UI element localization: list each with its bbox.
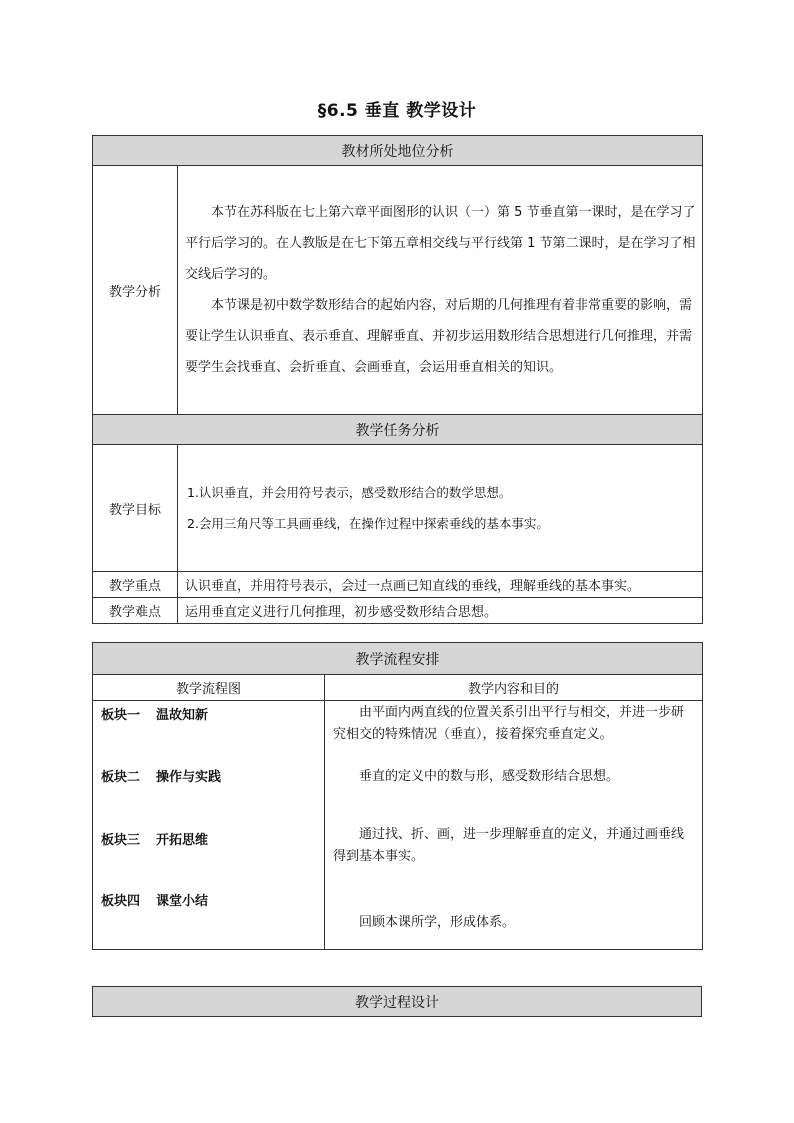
block-number: 板块一 bbox=[101, 708, 141, 723]
block-number: 板块四 bbox=[101, 894, 141, 909]
label-teaching-goals: 教学目标 bbox=[93, 445, 178, 572]
block-number: 板块三 bbox=[101, 833, 141, 848]
content-text: 垂直的定义中的数与形，感受数形结合思想。 bbox=[359, 769, 620, 784]
section-header-position: 教材所处地位分析 bbox=[93, 136, 703, 166]
content-cell bbox=[325, 701, 703, 950]
flow-block-2 bbox=[101, 766, 221, 785]
flow-block-4 bbox=[101, 890, 208, 909]
analysis-paragraph: 本节课是初中数学数形结合的起始内容，对后期的几何推理有着非常重要的影响，需要让学生认识垂直、表示垂直、理解垂直、并初步运用数形结合思想进行几何推理，并需要学生会找垂直、会折垂直、会画垂直，会运用垂直相关的知识。 bbox=[185, 298, 693, 375]
flow-content-2 bbox=[333, 766, 695, 788]
label-difficulty: 教学难点 bbox=[93, 598, 178, 624]
flow-content-3 bbox=[333, 824, 695, 868]
page-title: §6.5 垂直 教学设计 bbox=[317, 101, 477, 121]
key-point-text: 认识垂直，并用符号表示，会过一点画已知直线的垂线，理解垂线的基本事实。 bbox=[178, 572, 703, 598]
flowchart-cell bbox=[93, 701, 325, 950]
goal-item: 2.会用三角尺等工具画垂线，在操作过程中探索垂线的基本事实。 bbox=[187, 516, 549, 531]
block-name: 温故知新 bbox=[156, 708, 209, 723]
content-text: 通过找、折、画，进一步理解垂直的定义，并通过画垂线得到基本事实。 bbox=[333, 827, 685, 864]
label-key-point: 教学重点 bbox=[93, 572, 178, 598]
teaching-analysis-cell bbox=[178, 166, 703, 415]
label-teaching-analysis: 教学分析 bbox=[93, 166, 178, 415]
goal-item: 1.认识垂直，并会用符号表示，感受数形结合的数学思想。 bbox=[187, 485, 512, 500]
process-table bbox=[92, 986, 702, 1017]
content-text: 由平面内两直线的位置关系引出平行与相交，并进一步研究相交的特殊情况（垂直），接着探究垂直定义。 bbox=[333, 705, 685, 742]
flow-table bbox=[92, 642, 703, 950]
section-header-process: 教学过程设计 bbox=[93, 987, 702, 1017]
flow-block-3 bbox=[101, 829, 208, 848]
analysis-paragraph: 本节在苏科版在七上第六章平面图形的认识（一）第 5 节垂直第一课时，是在学习了平行后学习的。在人教版是在七下第五章相交线与平行线第 1 节第二课时，是在学习了相交线后学习的。 bbox=[185, 205, 696, 282]
flow-content-4 bbox=[333, 912, 695, 934]
section-header-task: 教学任务分析 bbox=[93, 415, 703, 445]
column-header-flowchart: 教学流程图 bbox=[93, 675, 325, 701]
flow-block-1 bbox=[101, 704, 208, 723]
flow-content-1 bbox=[333, 702, 695, 746]
block-name: 操作与实践 bbox=[156, 770, 222, 785]
block-number: 板块二 bbox=[101, 770, 141, 785]
difficulty-text: 运用垂直定义进行几何推理，初步感受数形结合思想。 bbox=[178, 598, 703, 624]
section-header-flow: 教学流程安排 bbox=[93, 643, 703, 675]
teaching-goals-cell bbox=[178, 445, 703, 572]
block-name: 开拓思维 bbox=[156, 833, 209, 848]
content-text: 回顾本课所学，形成体系。 bbox=[359, 915, 516, 930]
block-name: 课堂小结 bbox=[156, 894, 209, 909]
column-header-content: 教学内容和目的 bbox=[325, 675, 703, 701]
analysis-table bbox=[92, 135, 703, 624]
